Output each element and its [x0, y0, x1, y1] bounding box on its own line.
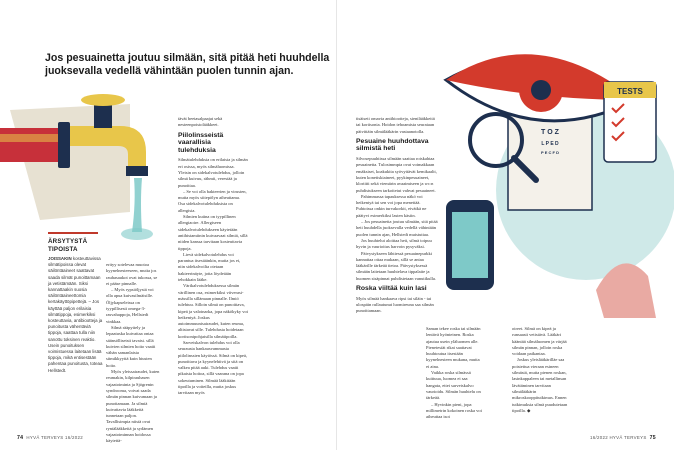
- folio-text: 16/2022 HYVÄ TERVEYS: [589, 435, 647, 440]
- water-stream: [132, 178, 142, 232]
- paragraph: Silvosepuuhtissa silmään saattaa roiskahtaa pesuainetta. Tulosimmpia ovat voimakkaan emäksiset, koakukita syövyttävät kemikaalit, kuten konetiskiaineet, pyykinpesuaineet, kloriitti sekä viemärin avaaimiseen ja wc:n puhdistukseen tarkoitetut vahvat pesuaineet.: [356, 156, 437, 193]
- eye-illustration: [336, 40, 674, 320]
- faucet-pipe: [0, 128, 62, 162]
- eye-chart-row: T O Z: [541, 129, 559, 136]
- faucet-tip: [126, 166, 148, 176]
- paragraph: – Jos pesuainetta joutuu silmään, sitä pitää heti huuhdella juoksevalla vedellä vähintään puolen tunnin ajan, Hellstedt muistuttaa.: [356, 219, 438, 237]
- paragraph: oireet. Silmä on kipeä ja runsaasti vetistävä. Lääkäri kääntää silmäluomen ja värjää silmän pinnan, jolloin roska voidaan paikantaa.: [512, 326, 567, 357]
- body-column-1: [106, 262, 160, 445]
- paragraph: tisäiseti omavia antibiootteja, sienilääkkeitä tai kortisonia. Hoidon tehoamista seurataan päivittäin silmälääkärin vastaanotolla.: [356, 116, 435, 134]
- eye-chart-row: L P E D: [541, 141, 559, 147]
- folio-text: HYVÄ TERVEYS 16/2022: [26, 435, 84, 440]
- paragraph: Värikalvotulehduksessa silmän värillinen osa, esimerkiksi viiverasi- mässilla sillämaan pinnalle. Ilmiö tulehtuu. Silloin silmä on punoittava, kipeä ja valoinarka, jopa näkökyky voi heikentyä. Joskus autoimmuunisairaudet, kuten reuma, altistavat sille. Tulehdusta hoidetaan kortisonipohjaisilla silmätipoilla.: [178, 283, 248, 339]
- phone-screen: [452, 212, 488, 278]
- body-column-4: [426, 326, 482, 420]
- body-column-5: [512, 326, 572, 414]
- paragraph: Päivystykseen lähtiessä pesuainepurkki kannattaa ottaa mukaan, sillä se antaa lääkärille tärkeää tietoa. Päivystyksessä silmään laitetaan huuhtelava tippalaite ja huomen sisäpinnat puhdistetaan vanutikulla.: [356, 250, 436, 281]
- folio-left: [17, 435, 83, 441]
- paragraph: – Myös rypsiöljystä voi olla apua kuivasilmäisille. Öljykapseleissa on tyypillisesti omega-3-rasvahappoja, Hellstedt vinkkaa.: [106, 287, 154, 324]
- pipe-highlight: [0, 134, 62, 142]
- section-heading: Pesuaine huuhdottava silmistä heti: [356, 137, 429, 153]
- paragraph: Silmien kutina on tyypillinen allergiaoire. Allergiseen sidekalvotulehdukseen käytetään antihistamiinin kuivaavaat silmiä, sillä niiden kanssa tarvitaan kosteuttavia tippoja.: [178, 214, 248, 251]
- sidebar-text: JOISSAKIN kosteuttavissa silmätipoissa olevat säilöntäaineet saattavat saada silmät punoittamaan ja vetistämään. Siksi kannattaakin suosia säilöntäaineettomia kertakäyttöpipettejä. – Jos käyttää paljon erilaisia silmätippoja, esimerkiksi kosteuttavia, antibiootteja ja punoitusta vähentäviä tippoja, saattaa tulla niin sanottu toksinen reaktio. Usein punoituksen voimistuessa laitetaan lisää tippoja, mikä entisestään pahentaa punoitusta, toteaa Hellstedt.: [48, 256, 103, 373]
- paragraph: Myös silmää hankaava ripsi tai siläin - tai ulospäin rullautunut luomireuna saa silmän punoittamaan.: [356, 295, 434, 314]
- sidebar-title: ÄRSYTYSTÄ TIPOISTA: [48, 238, 88, 253]
- paragraph: Silmä rääpyttely ja lepaatuska kuivattaa ontaa säänsöllisetsti tavaist. sillä kuivien silmien hoito vaatii vähän samanlaista sitmikkyyttä kuin hiusten hoito.: [106, 324, 156, 368]
- page-number: 74: [17, 435, 24, 441]
- tests-label: TESTS: [617, 87, 643, 96]
- pipe-collar: [58, 122, 70, 168]
- section-heading: Piilolinsseistä vaarallisia tulehduksia: [178, 131, 224, 154]
- eye-chart-row: P E C F D: [541, 150, 559, 155]
- paragraph: – Se voi olla bakteerien ja virusten, mutta myös siitepölyn aiheuttama. Osa sidekalvotulehduksista on allergisia.: [178, 188, 247, 213]
- headline: Jos pesuainetta joutuu silmään, sitä pitää heti huuhdella juoksevalla vedellä vähintään puolen tunnin ajan.: [45, 52, 330, 77]
- paragraph: Myös yleissairaudet, kuten reumakin, kilpirauhasen vajaatoiminta ja Sjögrenin syndrooma, voivat saada silmän pinnan kuivumaan ja punottamaan. Ja silmiä kuivattavia lääkkeitä tunnetaan paljon. Tavallisimpia niistä ovat ryntälääkkeitä ja sydämen vajaatoiminnan hoidossa käytettä-: [106, 369, 160, 444]
- page-number: 75: [649, 435, 656, 441]
- paragraph: tävät beetasalpaajat sekä nesteenpoistolääkkeet.: [178, 116, 223, 128]
- paragraph: Vaikka roska silmässä kuittuua, luomea ei saa hangata, ettei sarveiskalvo vaurioidu. Silmän huuhtelu on tärkeää.: [426, 370, 481, 401]
- pupil: [531, 80, 551, 100]
- paragraph: – Hyvinkin pieni, jopa millimetrin kokoinen roska voi aiheuttaa isot: [426, 401, 482, 420]
- body-column-2: [178, 116, 248, 397]
- water-splash: [121, 228, 153, 240]
- sidebar-box: [48, 232, 103, 407]
- paragraph: Saman tekee roska tai silmään lentävä hyönteinen. Roska ajautua usein yläluomen alle. Pienetesiät rikat saattavat huuhtoutua itsestään kyynelnesteen mukana, mutta ei aina.: [426, 326, 481, 369]
- sidebar-accent-bar: [48, 232, 98, 234]
- paragraph: erityy sotelevaa muotoa kyynelnesteeseen, mutta jos rauhasaukot ovat tukossa, se ei pääse pinnalle.: [106, 262, 158, 286]
- paragraph: Lievä sidekalvotulehdus voi parantua itsestäänkin, mutta jos ei, niin sidekalvoilta otetaan bakteerinäyte, jotta löydetään tehokkain lääke.: [178, 251, 241, 283]
- paragraph: Sarveiskalvon tulehdus voi olla seurausta hankausvammasta piilolinssien käytössä. Silmä on kipeä, punoittava ja kyynelehtivä ja sitä on valkea pitää auki. Tulehdus vaatii pikaista hoitoa, sillä vaarana on jopa sokeutuminen. Silmää lääkitään tipoilla ja voiteilla, mutta joskus tarvitaan myös: [178, 339, 247, 396]
- section-heading: Roska viiltää kuin lasi: [356, 285, 427, 293]
- paragraph: Joskus yleislääkärilläe saa poistettua vieraan esineen silmästä, mutta pienen roskan, lasinkappaleen tai metallinsan lävätäminen tarvitaan silmälääkärin mikroskooppitutkimus. Ennen tutkimuksia silmä puudutetaan tipoilla. ◆: [512, 357, 568, 413]
- folio-right: [590, 435, 656, 441]
- paragraph: Jos huuhtelut aloittaa heti, silmä toipuu hyvin ja vaurioitus harvoin pysyväksi.: [356, 237, 432, 250]
- faucet-handle: [81, 94, 125, 106]
- paragraph: Silmätulehduksia on erilaisia ja silmän eri osissa, myös silmäluomissa. Yleisin on sidekalvotulehdus, jolloin silmä kuivuu, rähmii, verestää ja punoittaa.: [178, 157, 248, 188]
- paragraph: Pahimmassa tapauksessa näkö voi heikentyä tai sen voi jopa menettää. Puhtoissa onkin turvakorkit, eivätkä ne päätyvi esimerkiksi lasten käsiin.: [356, 193, 427, 218]
